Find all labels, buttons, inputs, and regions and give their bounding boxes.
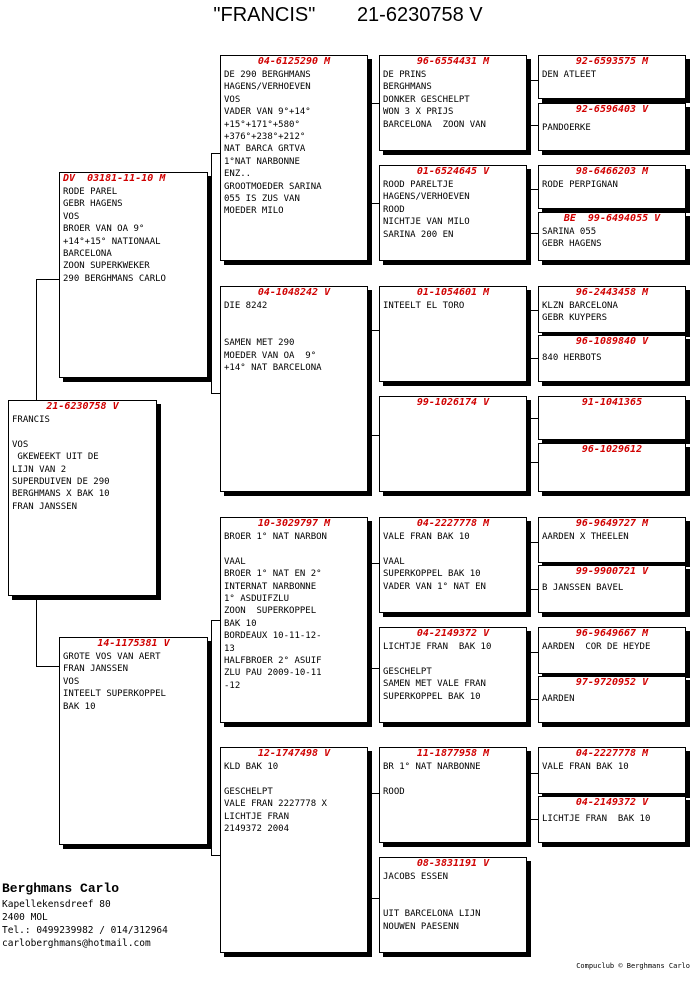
pedigree-box-mfmm [538,676,686,723]
pedigree-notes: ROOD PARELTJE HAGENS/VERHOEVEN ROOD NICHTJE VAN MILO SARINA 200 EN [383,180,470,240]
connector-line [530,310,531,358]
owner-name: Berghmans Carlo [2,881,120,896]
ring-number: 04-2227778 M [416,518,490,529]
pedigree-box-mfff [538,517,686,563]
connector-line [530,589,538,590]
pedigree-box-fmmf [538,396,686,440]
connector-line [370,103,379,104]
pigeon-name: "FRANCIS" [213,4,316,26]
pedigree-notes: B JANSSEN BAVEL [542,583,624,593]
pedigree-notes: INTEELT EL TORO [383,301,465,311]
pedigree-notes: BROER 1° NAT NARBON VAAL BROER 1° NAT EN 2° INTERNAT NARBONNE 1° ASDUIFZLU ZOON SUPERKOPPEL BAK 10 BORDEAUX 10-11-12- 13 HALFBROER 2° ASUIF ZLU PAU 2009-10-11 -12 [224,532,327,691]
pedigree-notes: VALE FRAN BAK 10 VAAL SUPERKOPPEL BAK 10 VADER VAN 1° NAT EN [383,532,486,592]
pedigree-box-fffm [538,103,686,151]
pedigree-box-sire-sire-dam [379,165,527,261]
pedigree-notes: FRANCIS VOS GKEWEEKT UIT DE LIJN VAN 2 SUPERDUIVEN DE 290 BERGHMANS X BAK 10 FRAN JANSSEN [12,415,110,512]
pedigree-box-sire-dam-dam [379,396,527,492]
connector-line [530,189,538,190]
pedigree-notes: DEN ATLEET [542,70,597,80]
ring-number: 10-3029797 M [257,518,331,529]
connector-line [370,898,379,899]
ring-number: 96-6554431 M [416,56,490,67]
pedigree-box-mfmf [538,627,686,674]
connector-line [211,620,212,855]
ring-number: 99-1026174 V [416,397,490,408]
pedigree-box-dam-dam-sire [379,747,527,843]
pedigree-notes: DE PRINS BERGHMANS DONKER GESCHELPT WON 3 X PRIJS BARCELONA ZOON VAN [383,70,486,130]
ring-number: 99-9900721 V [575,566,649,577]
pedigree-box-sire [59,172,208,378]
connector-line [370,203,379,204]
pedigree-notes: VALE FRAN BAK 10 [542,762,629,772]
pedigree-notes: DIE 8242 SAMEN MET 290 MOEDER VAN OA 9° +14° NAT BARCELONA [224,301,322,374]
pedigree-title [0,4,696,27]
connector-line [36,279,59,280]
ring-number: 01-6524645 V [416,166,490,177]
ring-number: 04-2149372 V [416,628,490,639]
pedigree-notes: AARDEN COR DE HEYDE [542,642,651,652]
pedigree-notes: LICHTJE FRAN BAK 10 [542,814,651,824]
ring-number: BE 99-6494055 V [563,213,661,224]
connector-line [530,418,538,419]
ring-number: 92-6596403 V [575,104,649,115]
ring-number: 21-6230758 V [46,401,119,412]
connector-line [530,233,538,234]
pedigree-notes: BR 1° NAT NARBONNE ROOD [383,762,481,797]
connector-line [530,699,538,700]
connector-line [370,330,371,435]
footer-credit: Compuclub © Berghmans Carlo [576,962,690,970]
owner-city: 2400 MOL [2,912,48,923]
owner-email: carloberghmans@hotmail.com [2,938,151,949]
ring-number: 04-1048242 V [257,287,331,298]
pedigree-box-mffm [538,565,686,613]
connector-line [36,279,37,400]
connector-line [530,652,531,699]
connector-line [530,358,538,359]
connector-line [530,542,531,589]
connector-line [530,819,538,820]
connector-line [370,435,379,436]
pedigree-box-sire-dam-sire [379,286,527,382]
owner-info [2,880,168,950]
connector-line [530,773,538,774]
connector-line [370,563,371,668]
connector-line [530,310,538,311]
pedigree-box-subject [8,400,157,596]
ring-number: 08-3831191 V [416,858,490,869]
connector-line [370,330,379,331]
ring-number: 91-1041365 [581,397,643,408]
ring-number: 04-6125290 M [257,56,331,67]
pedigree-notes: 840 HERBOTS [542,353,602,363]
pedigree-box-ffmf [538,165,686,209]
ring-number: 12-1747498 V [257,748,331,759]
connector-line [211,855,220,856]
pedigree-notes: RODE PAREL GEBR HAGENS VOS BROER VAN OA 9° +14°+15° NATIONAAL BARCELONA ZOON SUPERKWEKER 290 BERGHMANS CARLO [63,187,166,284]
pedigree-box-dam [59,637,208,845]
ring-number: 97-9720952 V [575,677,649,688]
pedigree-notes: KLD BAK 10 GESCHELPT VALE FRAN 2227778 X LICHTJE FRAN 2149372 2004 [224,762,327,835]
pedigree-box-dam-sire-dam [379,627,527,723]
connector-line [530,125,538,126]
pedigree-box-fmmm [538,443,686,492]
pedigree-box-dam-sire-sire [379,517,527,613]
pedigree-notes: JACOBS ESSEN UIT BARCELONA LIJN NOUWEN PAESENN [383,872,481,932]
pedigree-box-dam-dam [220,747,368,953]
ring-number: 96-1029612 [581,444,643,455]
ring-number: 96-9649667 M [575,628,649,639]
pedigree-box-sire-sire-sire [379,55,527,151]
ring-number: 01-1054601 M [416,287,490,298]
pedigree-box-fmfm [538,335,686,382]
pedigree-notes: KLZN BARCELONA GEBR KUYPERS [542,301,618,324]
connector-line [211,153,220,154]
connector-line [370,103,371,203]
pedigree-box-fmff [538,286,686,333]
ring-number: 14-1175381 V [97,638,170,649]
connector-line [211,393,220,394]
ring-number: 92-6593575 M [575,56,649,67]
pedigree-box-dam-sire [220,517,368,723]
ring-number: 98-6466203 M [575,166,649,177]
pedigree-notes: DE 290 BERGHMANS HAGENS/VERHOEVEN VOS VADER VAN 9°+14° +15°+171°+580° +376°+238°+212° NAT BARCA GRTVA 1°NAT NARBONNE ENZ.. GROOTMOEDER SARINA 055 IS ZUS VAN MOEDER MILO [224,70,322,217]
connector-line [530,189,531,233]
pedigree-notes: AARDEN [542,694,575,704]
connector-line [530,80,538,81]
pedigree-box-sire-dam [220,286,368,492]
pedigree-box-mmff [538,747,686,794]
owner-address: Kapellekensdreef 80 [2,899,111,910]
pedigree-notes [539,456,685,457]
pedigree-box-sire-sire [220,55,368,261]
pedigree-box-mmfm [538,796,686,843]
pedigree-notes: RODE PERPIGNAN [542,180,618,190]
pedigree-notes [539,409,685,410]
connector-line [530,80,531,125]
connector-line [530,542,538,543]
ring-number: 96-2443458 M [575,287,649,298]
connector-line [211,620,220,621]
owner-phone: Tel.: 0499239982 / 014/312964 [2,925,168,936]
connector-line [530,418,531,462]
connector-line [211,153,212,393]
connector-line [370,668,379,669]
ring-number: 11-1877958 M [416,748,490,759]
ring-number: 04-2227778 M [575,748,649,759]
connector-line [36,596,37,666]
connector-line [36,666,59,667]
connector-line [530,462,538,463]
connector-line [370,563,379,564]
connector-line [370,793,371,898]
pedigree-notes: AARDEN X THEELEN [542,532,629,542]
pedigree-notes: PANDOERKE [542,123,591,133]
ring-number: 96-9649727 M [575,518,649,529]
pedigree-box-dam-dam-dam [379,857,527,953]
pedigree-notes: GROTE VOS VAN AERT FRAN JANSSEN VOS INTEELT SUPERKOPPEL BAK 10 [63,652,166,712]
connector-line [530,652,538,653]
pedigree-notes: LICHTJE FRAN BAK 10 GESCHELPT SAMEN MET VALE FRAN SUPERKOPPEL BAK 10 [383,642,492,702]
pedigree-box-ffmm [538,212,686,261]
connector-line [370,793,379,794]
ring-number: DV 03181-11-10 M [63,173,166,184]
ring-number: 96-1089840 V [575,336,649,347]
pigeon-ring: 21-6230758 V [356,4,483,26]
pedigree-box-ffff [538,55,686,99]
pedigree-notes [380,409,526,410]
connector-line [530,773,531,819]
ring-number: 04-2149372 V [575,797,649,808]
pedigree-notes: SARINA 055 GEBR HAGENS [542,227,602,250]
